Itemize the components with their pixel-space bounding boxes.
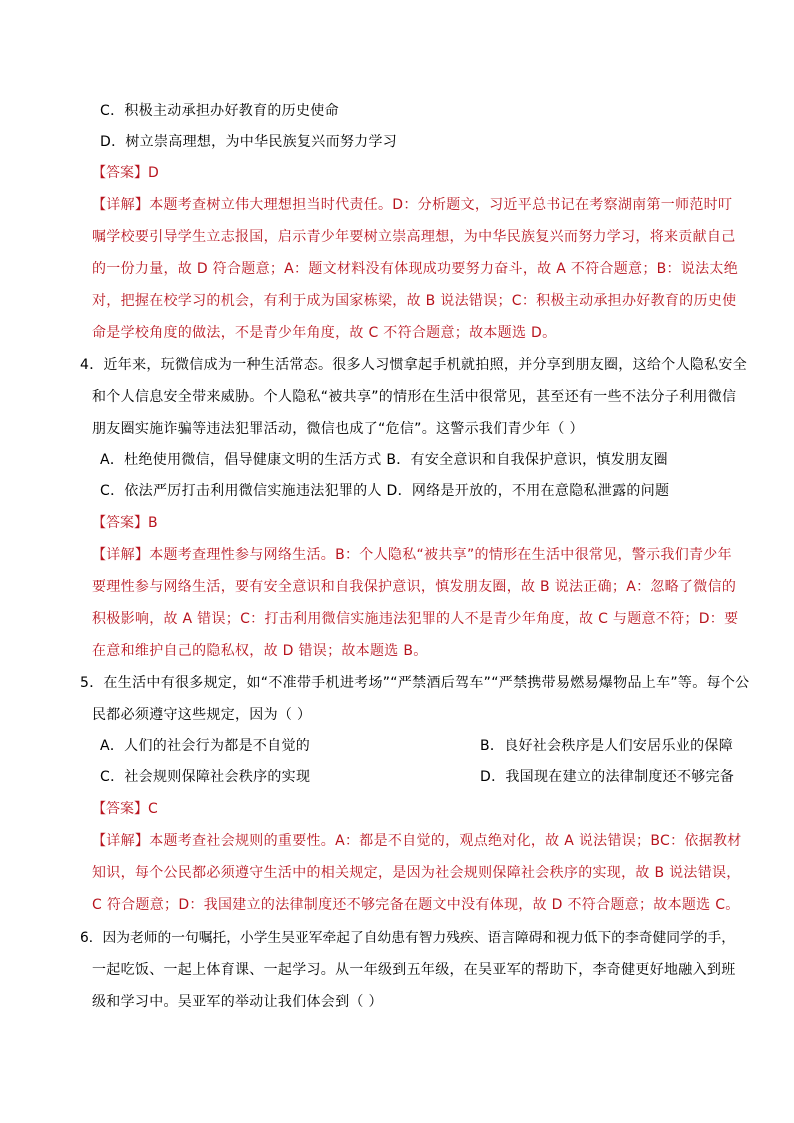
q5-option-row <box>100 736 734 756</box>
q5-detail-line: C 符合题意；D：我国建立的法律制度还不够完备在题文中没有体现，故 D 不符合题意；故本题选 C。 <box>92 897 740 913</box>
q3-option-d: D．树立崇高理想，为中华民族复兴而努力学习 <box>100 134 398 150</box>
q5-option-c: C．社会规则保障社会秩序的实现 <box>100 769 311 785</box>
q4-stem-line: 朋友圈实施诈骗等违法犯罪活动，微信也成了“危信”。这警示我们青少年（ ） <box>92 421 584 437</box>
q6-stem-line: 6．因为老师的一句嘱托，小学生吴亚军牵起了自幼患有智力残疾、语言障碍和视力低下的李奇健同学的手， <box>80 930 736 946</box>
q6-stem-line: 一起吃饭、一起上体育课、一起学习。从一年级到五年级，在吴亚军的帮助下，李奇健更好地融入到班 <box>92 962 736 978</box>
q3-detail-line: 对，把握在校学习的机会，有利于成为国家栋梁，故 B 说法错误；C：积极主动承担办好教育的历史使 <box>92 293 737 309</box>
q5-option-row <box>100 767 735 787</box>
q3-answer: 【答案】D <box>92 165 159 181</box>
q3-detail-line: 【详解】本题考查树立伟大理想担当时代责任。D：分析题文，习近平总书记在考察湖南第一师范时叮 <box>92 197 733 213</box>
q4-detail-line: 要理性参与网络生活，要有安全意识和自我保护意识，慎发朋友圈，故 B 说法正确；A：忽略了微信的 <box>92 579 737 595</box>
q4-stem-line: 4．近年来，玩微信成为一种生活常态。很多人习惯拿起手机就拍照，并分享到朋友圈，这给个人隐私安全 <box>80 357 748 373</box>
q5-option-b: B．良好社会秩序是人们安居乐业的保障 <box>480 738 734 754</box>
q5-stem-line: 民都必须遵守这些规定，因为（ ） <box>92 707 312 723</box>
q4-stem-line: 和个人信息安全带来威胁。个人隐私“被共享”的情形在生活中很常见，甚至还有一些不法分子利用微信 <box>92 389 737 405</box>
q4-options-cd: C．依法严厉打击利用微信实施违法犯罪的人 D．网络是开放的，不用在意隐私泄露的问题 <box>100 483 670 499</box>
q5-answer: 【答案】C <box>92 801 158 817</box>
q3-option-c: C．积极主动承担办好教育的历史使命 <box>100 103 339 119</box>
q5-option-a: A．人们的社会行为都是不自觉的 <box>100 738 311 754</box>
q5-option-d: D．我国现在建立的法律制度还不够完备 <box>480 769 735 785</box>
q4-detail-line: 【详解】本题考查理性参与网络生活。B：个人隐私“被共享”的情形在生活中很常见，警示我们青少年 <box>92 547 732 563</box>
q3-detail-line: 嘱学校要引导学生立志报国，启示青少年要树立崇高理想，为中华民族复兴而努力学习，将来贡献自己 <box>92 229 736 245</box>
q4-detail-line: 在意和维护自己的隐私权，故 D 错误；故本题选 B。 <box>92 643 428 659</box>
q5-stem-line: 5．在生活中有很多规定，如“不准带手机进考场”“严禁酒后驾车”“严禁携带易燃易爆物品上车”等。每个公 <box>80 675 750 691</box>
q4-answer: 【答案】B <box>92 515 158 531</box>
q4-options-ab: A．杜绝使用微信，倡导健康文明的生活方式 B．有安全意识和自我保护意识，慎发朋友圈 <box>100 452 668 468</box>
q5-detail-line: 知识，每个公民都必须遵守生活中的相关规定，是因为社会规则保障社会秩序的实现，故 B 说法错误， <box>92 865 741 881</box>
q4-detail-line: 积极影响，故 A 错误；C：打击利用微信实施违法犯罪的人不是青少年角度，故 C 与题意不符；D：要 <box>92 611 739 627</box>
q5-detail-line: 【详解】本题考查社会规则的重要性。A：都是不自觉的，观点绝对化，故 A 说法错误；BC：依据教材 <box>92 833 742 849</box>
q6-stem-line: 级和学习中。吴亚军的举动让我们体会到（ ） <box>92 994 383 1010</box>
q3-detail-line: 的一份力量，故 D 符合题意；A：题文材料没有体现成功要努力奋斗，故 A 不符合题意；B：说法太绝 <box>92 261 739 277</box>
q3-detail-line: 命是学校角度的做法，不是青少年角度，故 C 不符合题意；故本题选 D。 <box>92 325 557 341</box>
